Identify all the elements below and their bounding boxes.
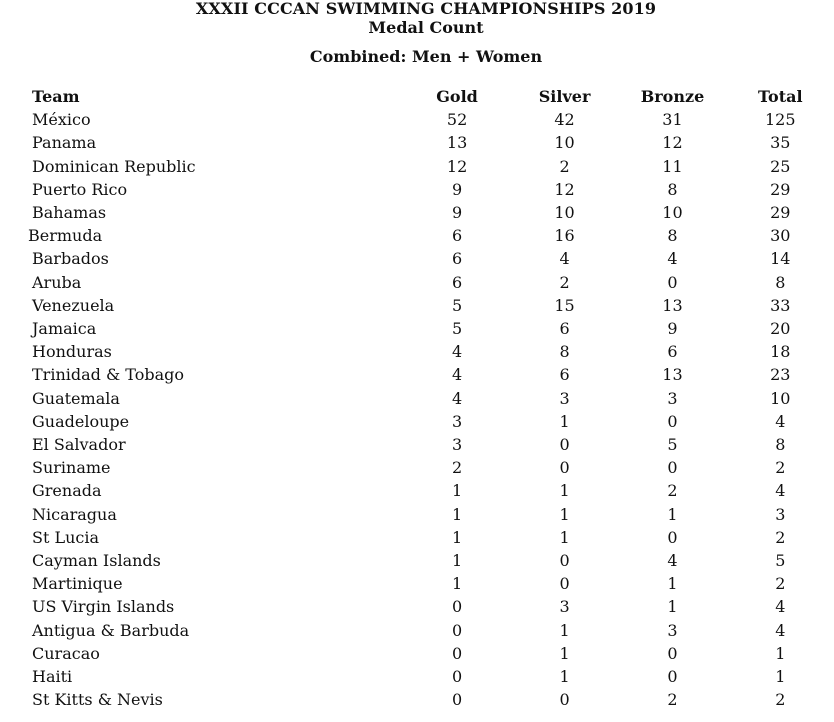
- table-row: [0, 247, 834, 270]
- cell-silver: 8: [559, 342, 570, 362]
- document-title: XXXII CCCAN SWIMMING CHAMPIONSHIPS 2019: [195, 0, 657, 18]
- cell-silver: 0: [559, 435, 570, 455]
- cell-silver: 4: [559, 249, 570, 269]
- table-row: [0, 178, 834, 201]
- table-row: [0, 595, 834, 618]
- cell-team: Martinique: [32, 574, 123, 594]
- cell-bronze: 1: [667, 597, 678, 617]
- cell-silver: 6: [559, 365, 570, 385]
- cell-silver: 16: [554, 226, 575, 246]
- cell-silver: 1: [559, 527, 570, 547]
- cell-gold: 1: [451, 574, 463, 594]
- cell-total: 2: [775, 690, 786, 710]
- cell-silver: 2: [559, 156, 570, 176]
- cell-silver: 0: [559, 574, 570, 594]
- cell-gold: 9: [451, 203, 463, 223]
- table-row: [0, 665, 834, 688]
- cell-total: 4: [775, 481, 786, 501]
- cell-total: 2: [775, 458, 786, 478]
- cell-silver: 42: [554, 110, 575, 130]
- cell-bronze: 8: [667, 179, 678, 199]
- cell-bronze: 4: [667, 551, 678, 571]
- table-row: [0, 456, 834, 479]
- cell-bronze: 0: [667, 272, 678, 292]
- cell-bronze: 5: [667, 435, 678, 455]
- cell-total: 33: [770, 295, 791, 315]
- cell-gold: 0: [451, 643, 463, 663]
- cell-team: Guatemala: [32, 388, 120, 408]
- cell-bronze: 6: [667, 342, 678, 362]
- cell-team: México: [32, 110, 91, 130]
- cell-team: St Lucia: [32, 527, 100, 547]
- cell-total: 4: [775, 411, 786, 431]
- cell-gold: 0: [451, 690, 463, 710]
- cell-silver: 15: [554, 295, 575, 315]
- cell-gold: 0: [451, 597, 463, 617]
- cell-total: 29: [770, 203, 791, 223]
- document-subtitle: Medal Count: [368, 18, 484, 37]
- cell-gold: 6: [451, 249, 463, 269]
- cell-gold: 4: [451, 388, 463, 408]
- cell-silver: 10: [554, 203, 575, 223]
- cell-total: 23: [770, 365, 791, 385]
- cell-team: Haiti: [32, 667, 73, 687]
- medal-table: [0, 85, 834, 711]
- cell-total: 14: [770, 249, 791, 269]
- cell-total: 30: [770, 226, 791, 246]
- cell-team: Nicaragua: [32, 504, 117, 524]
- cell-bronze: 9: [667, 319, 678, 339]
- table-header-row: [0, 85, 834, 108]
- cell-gold: 4: [451, 342, 463, 362]
- cell-silver: 12: [554, 179, 575, 199]
- cell-total: 3: [775, 504, 786, 524]
- cell-team: El Salvador: [32, 435, 126, 455]
- cell-bronze: 11: [662, 156, 683, 176]
- table-row: [0, 619, 834, 642]
- cell-team: US Virgin Islands: [32, 597, 175, 617]
- cell-total: 8: [775, 272, 786, 292]
- cell-total: 10: [770, 388, 791, 408]
- cell-team: Trinidad & Tobago: [32, 365, 185, 385]
- cell-bronze: 3: [667, 620, 678, 640]
- cell-bronze: 1: [667, 574, 678, 594]
- cell-silver: 1: [559, 643, 570, 663]
- cell-silver: 3: [559, 388, 570, 408]
- cell-team: Aruba: [32, 272, 82, 292]
- table-row: [0, 271, 834, 294]
- cell-gold: 9: [451, 179, 463, 199]
- cell-total: 1: [775, 643, 786, 663]
- cell-gold: 6: [451, 272, 463, 292]
- table-row: [0, 294, 834, 317]
- column-header-total: Total: [757, 87, 803, 106]
- cell-silver: 1: [559, 504, 570, 524]
- cell-gold: 12: [446, 156, 468, 176]
- cell-total: 8: [775, 435, 786, 455]
- cell-gold: 6: [451, 226, 463, 246]
- cell-team: Jamaica: [32, 319, 97, 339]
- cell-team: Dominican Republic: [32, 156, 196, 176]
- column-header-team: Team: [32, 87, 80, 106]
- cell-bronze: 13: [662, 295, 683, 315]
- cell-silver: 1: [559, 411, 570, 431]
- cell-silver: 1: [559, 667, 570, 687]
- cell-silver: 3: [559, 597, 570, 617]
- cell-silver: 6: [559, 319, 570, 339]
- table-row: [0, 155, 834, 178]
- table-row: [0, 317, 834, 340]
- cell-team: Antigua & Barbuda: [32, 620, 190, 640]
- cell-bronze: 13: [662, 365, 683, 385]
- cell-team: Bermuda: [28, 226, 103, 246]
- cell-team: St Kitts & Nevis: [32, 690, 163, 710]
- table-row: [0, 572, 834, 595]
- cell-total: 2: [775, 527, 786, 547]
- column-header-gold: Gold: [436, 87, 478, 106]
- cell-bronze: 4: [667, 249, 678, 269]
- table-row: [0, 340, 834, 363]
- cell-silver: 10: [554, 133, 575, 153]
- cell-gold: 52: [446, 110, 468, 130]
- cell-total: 20: [770, 319, 791, 339]
- cell-total: 125: [765, 110, 796, 130]
- cell-bronze: 3: [667, 388, 678, 408]
- cell-silver: 0: [559, 458, 570, 478]
- cell-gold: 0: [451, 620, 463, 640]
- table-row: [0, 549, 834, 572]
- cell-bronze: 0: [667, 527, 678, 547]
- cell-total: 5: [775, 551, 786, 571]
- cell-bronze: 2: [667, 481, 678, 501]
- cell-silver: 2: [559, 272, 570, 292]
- cell-gold: 2: [451, 458, 463, 478]
- table-row: [0, 224, 834, 247]
- cell-gold: 5: [451, 295, 463, 315]
- table-row: [0, 433, 834, 456]
- table-row: [0, 688, 834, 711]
- cell-total: 25: [770, 156, 791, 176]
- table-row: [0, 503, 834, 526]
- cell-total: 2: [775, 574, 786, 594]
- section-heading: Combined: Men + Women: [309, 47, 543, 66]
- cell-team: Venezuela: [32, 295, 115, 315]
- cell-gold: 1: [451, 527, 463, 547]
- cell-bronze: 0: [667, 411, 678, 431]
- cell-team: Curacao: [32, 643, 100, 663]
- cell-team: Barbados: [32, 249, 109, 269]
- cell-team: Honduras: [32, 342, 112, 362]
- table-row: [0, 363, 834, 386]
- table-row: [0, 642, 834, 665]
- cell-team: Bahamas: [32, 203, 107, 223]
- cell-total: 29: [770, 179, 791, 199]
- cell-bronze: 0: [667, 458, 678, 478]
- cell-bronze: 0: [667, 643, 678, 663]
- cell-team: Grenada: [32, 481, 102, 501]
- cell-gold: 1: [451, 504, 463, 524]
- column-header-bronze: Bronze: [640, 87, 705, 106]
- cell-team: Suriname: [32, 458, 111, 478]
- medal-table-body: [0, 108, 834, 711]
- cell-gold: 3: [451, 435, 463, 455]
- cell-gold: 4: [451, 365, 463, 385]
- cell-team: Guadeloupe: [32, 411, 130, 431]
- cell-total: 1: [775, 667, 786, 687]
- cell-gold: 3: [451, 411, 463, 431]
- cell-team: Puerto Rico: [32, 179, 128, 199]
- cell-gold: 13: [446, 133, 468, 153]
- table-row: [0, 387, 834, 410]
- cell-bronze: 12: [662, 133, 683, 153]
- cell-total: 4: [775, 597, 786, 617]
- cell-total: 4: [775, 620, 786, 640]
- cell-total: 35: [770, 133, 791, 153]
- table-row: [0, 526, 834, 549]
- cell-team: Panama: [32, 133, 97, 153]
- cell-silver: 1: [559, 620, 570, 640]
- cell-team: Cayman Islands: [32, 551, 161, 571]
- cell-gold: 1: [451, 551, 463, 571]
- cell-bronze: 2: [667, 690, 678, 710]
- cell-gold: 1: [451, 481, 463, 501]
- cell-total: 18: [770, 342, 791, 362]
- cell-silver: 0: [559, 690, 570, 710]
- table-row: [0, 410, 834, 433]
- cell-bronze: 8: [667, 226, 678, 246]
- table-row: [0, 479, 834, 502]
- cell-bronze: 10: [662, 203, 683, 223]
- cell-gold: 0: [451, 667, 463, 687]
- cell-bronze: 0: [667, 667, 678, 687]
- cell-silver: 0: [559, 551, 570, 571]
- cell-gold: 5: [451, 319, 463, 339]
- table-row: [0, 131, 834, 154]
- table-row: [0, 201, 834, 224]
- column-header-silver: Silver: [538, 87, 591, 106]
- table-row: [0, 108, 834, 131]
- cell-bronze: 31: [662, 110, 683, 130]
- cell-bronze: 1: [667, 504, 678, 524]
- cell-silver: 1: [559, 481, 570, 501]
